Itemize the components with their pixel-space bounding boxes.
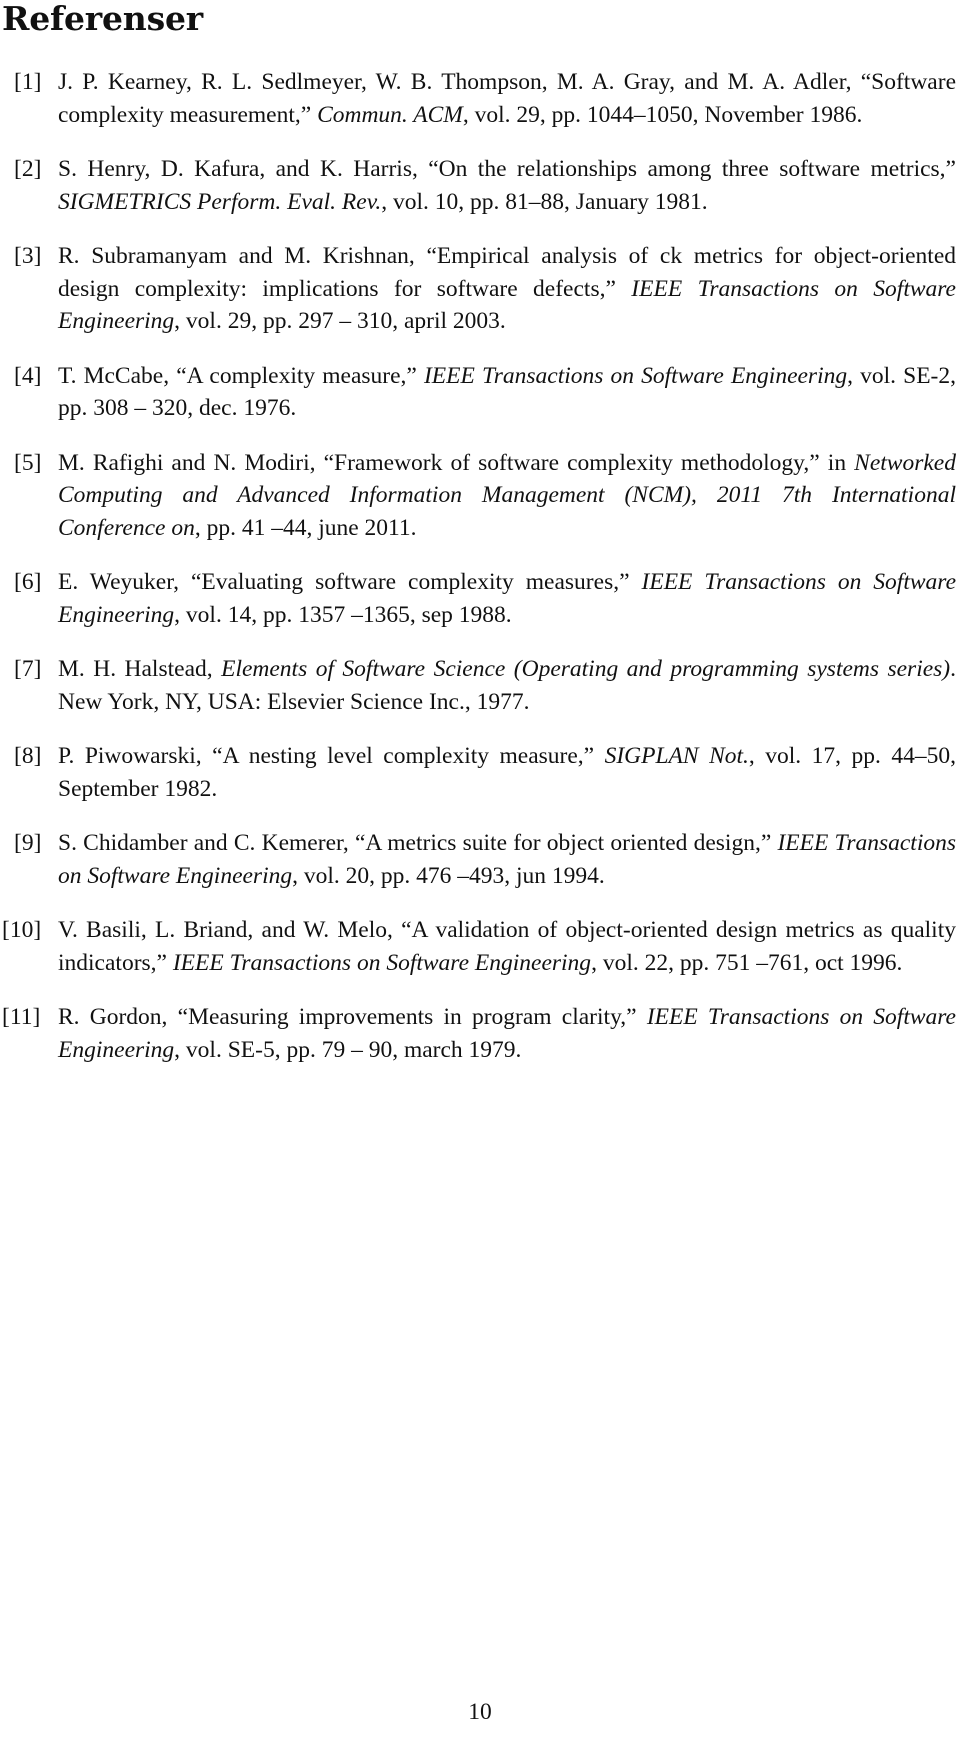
reference-venue: SIGPLAN Not. bbox=[604, 743, 749, 769]
reference-venue: Commun. ACM bbox=[317, 101, 463, 128]
reference-venue: IEEE Transactions on Software Engineering bbox=[58, 569, 956, 628]
reference-number: [4] bbox=[14, 362, 42, 389]
reference-venue: IEEE Transactions on Software Engineering bbox=[172, 949, 592, 976]
reference-number: [3] bbox=[14, 243, 42, 269]
reference-venue: IEEE Transactions on Software Engineering bbox=[58, 275, 956, 334]
reference-text: T. McCabe, “A complexity measure,” bbox=[58, 362, 424, 389]
reference-details: , pp. 41 –44, june 2011. bbox=[194, 514, 417, 541]
reference-item-8 bbox=[0, 740, 960, 805]
reference-details: , vol. 10, pp. 81–88, January 1981. bbox=[381, 188, 708, 215]
reference-number: [6] bbox=[14, 569, 42, 595]
reference-text: E. Weyuker, “Evaluating software complexity measures,” bbox=[58, 569, 642, 595]
reference-item-6 bbox=[0, 566, 960, 631]
reference-venue: SIGMETRICS Perform. Eval. Rev. bbox=[58, 188, 382, 215]
reference-text: M. H. Halstead, bbox=[58, 656, 222, 682]
reference-text: S. Chidamber and C. Kemerer, “A metrics suite for object oriented design,” bbox=[58, 830, 778, 856]
reference-number: [8] bbox=[14, 743, 42, 769]
reference-item-3 bbox=[0, 240, 960, 338]
reference-text: R. Gordon, “Measuring improvements in program clarity,” bbox=[58, 1004, 647, 1030]
reference-details: , vol. 22, pp. 751 –761, oct 1996. bbox=[591, 949, 903, 976]
reference-text: S. Henry, D. Kafura, and K. Harris, “On the relationships among three software metrics,” bbox=[58, 156, 956, 182]
reference-details: , vol. 20, pp. 476 –493, jun 1994. bbox=[292, 862, 605, 889]
reference-item-1 bbox=[0, 66, 960, 131]
reference-number: [11] bbox=[2, 1004, 41, 1030]
page-number: 10 bbox=[468, 1699, 492, 1725]
reference-text: P. Piwowarski, “A nesting level complexity measure,” bbox=[58, 743, 605, 769]
reference-text: V. Basili, L. Briand, and W. Melo, “A validation of object-oriented design metrics as quality indicators,” bbox=[58, 917, 956, 976]
reference-item-2 bbox=[0, 153, 960, 218]
reference-item-5 bbox=[0, 447, 960, 545]
reference-item-10 bbox=[0, 914, 960, 979]
reference-number: [9] bbox=[14, 830, 42, 856]
reference-details: , vol. SE-5, pp. 79 – 90, march 1979. bbox=[174, 1036, 522, 1063]
reference-details: . New York, NY, USA: Elsevier Science Inc., 1977. bbox=[58, 656, 957, 715]
reference-venue: Elements of Software Science (Operating and programming systems series) bbox=[221, 656, 951, 682]
reference-number: [10] bbox=[2, 917, 42, 943]
section-title: Referenser bbox=[2, 0, 203, 38]
reference-list bbox=[0, 66, 960, 1088]
reference-number: [1] bbox=[14, 69, 42, 95]
reference-venue: Networked Computing and Advanced Information Management (NCM), 2011 7th International Conference on bbox=[58, 449, 956, 541]
reference-details: , vol. 29, pp. 297 – 310, april 2003. bbox=[174, 308, 506, 334]
reference-text: R. Subramanyam and M. Krishnan, “Empirical analysis of ck metrics for object-oriented design complexity: implications for software defects,” bbox=[58, 243, 956, 302]
reference-venue: IEEE Transactions on Software Engineering bbox=[58, 830, 957, 889]
reference-item-7 bbox=[0, 653, 960, 718]
reference-text: M. Rafighi and N. Modiri, “Framework of software complexity methodology,” in bbox=[58, 449, 855, 476]
reference-details: , vol. 14, pp. 1357 –1365, sep 1988. bbox=[174, 601, 512, 628]
reference-venue: IEEE Transactions on Software Engineering bbox=[58, 1004, 956, 1063]
reference-details: , vol. 17, pp. 44–50, September 1982. bbox=[58, 743, 957, 802]
reference-number: [2] bbox=[14, 156, 42, 182]
reference-text: J. P. Kearney, R. L. Sedlmeyer, W. B. Thompson, M. A. Gray, and M. A. Adler, “Software complexity measurement,” bbox=[58, 69, 956, 128]
reference-number: [5] bbox=[14, 449, 42, 476]
reference-details: , vol. 29, pp. 1044–1050, November 1986. bbox=[462, 101, 863, 128]
reference-details: , vol. SE-2, pp. 308 – 320, dec. 1976. bbox=[58, 362, 957, 421]
reference-venue: IEEE Transactions on Software Engineering bbox=[423, 362, 848, 389]
reference-item-9 bbox=[0, 827, 960, 892]
reference-number: [7] bbox=[14, 656, 42, 682]
reference-item-11 bbox=[0, 1001, 960, 1066]
reference-item-4 bbox=[0, 360, 960, 425]
